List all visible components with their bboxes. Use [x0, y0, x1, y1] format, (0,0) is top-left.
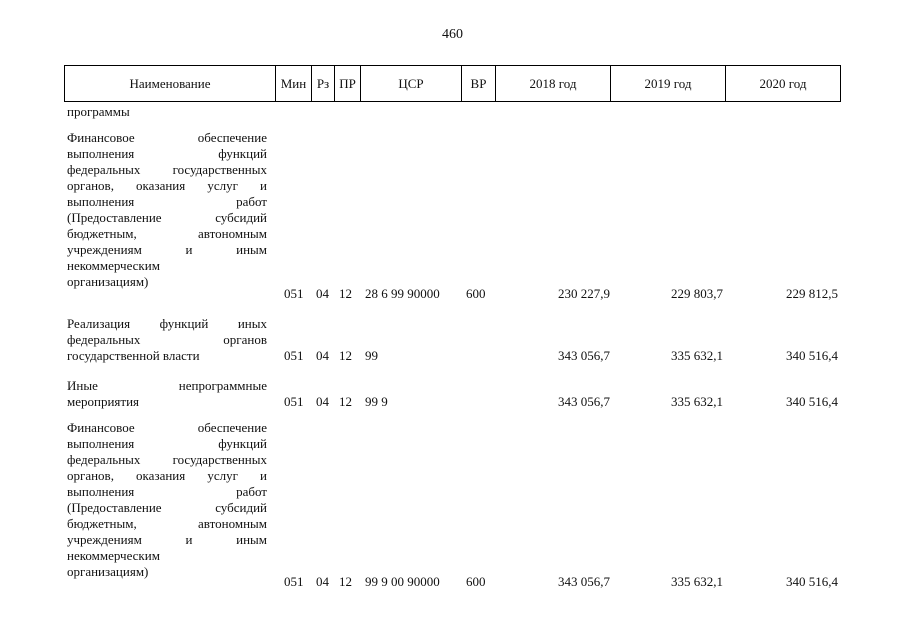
name-line: выполнения функций — [67, 436, 267, 451]
cell-pr: 12 — [339, 348, 352, 363]
cell-min: 051 — [284, 348, 304, 363]
header-2019: 2019 год — [611, 66, 726, 101]
name-line: федеральных государственных — [67, 452, 267, 467]
cell-2019: 335 632,1 — [671, 574, 723, 589]
row-name — [67, 316, 267, 364]
name-line: выполнения работ — [67, 484, 267, 499]
name-line: некоммерческим — [67, 548, 160, 563]
name-line: Реализация функций иных — [67, 316, 267, 331]
header-csr: ЦСР — [361, 66, 462, 101]
cell-rz: 04 — [316, 348, 329, 363]
header-min: Мин — [276, 66, 312, 101]
name-line: Финансовое обеспечение — [67, 130, 267, 145]
row-name — [67, 378, 267, 410]
row-name — [67, 130, 267, 290]
name-line: некоммерческим — [67, 258, 160, 273]
cell-2020: 340 516,4 — [786, 348, 838, 363]
cell-2019: 335 632,1 — [671, 394, 723, 409]
name-line: бюджетным, автономным — [67, 516, 267, 531]
name-line: организациям) — [67, 274, 149, 289]
row-name — [67, 420, 267, 580]
name-line: учреждениям и иным — [67, 532, 267, 547]
continuation-text: программы — [67, 104, 130, 119]
cell-2018: 343 056,7 — [558, 348, 610, 363]
cell-2019: 335 632,1 — [671, 348, 723, 363]
name-line: органов, оказания услуг и — [67, 468, 267, 483]
header-2020: 2020 год — [759, 76, 807, 91]
cell-csr: 99 — [365, 348, 378, 363]
name-line: (Предоставление субсидий — [67, 500, 267, 515]
name-line: выполнения работ — [67, 194, 267, 209]
name-line: бюджетным, автономным — [67, 226, 267, 241]
cell-csr: 28 6 99 90000 — [365, 286, 440, 301]
cell-min: 051 — [284, 394, 304, 409]
cell-pr: 12 — [339, 394, 352, 409]
name-line: мероприятия — [67, 394, 140, 409]
header-name: Наименование — [65, 66, 276, 101]
name-line: федеральных органов — [67, 332, 267, 347]
cell-rz: 04 — [316, 286, 329, 301]
name-line: (Предоставление субсидий — [67, 210, 267, 225]
page-number: 460 — [442, 27, 463, 42]
name-line: Финансовое обеспечение — [67, 420, 267, 435]
name-line: организациям) — [67, 564, 149, 579]
table-header — [64, 65, 841, 102]
cell-min: 051 — [284, 286, 304, 301]
cell-csr: 99 9 00 90000 — [365, 574, 440, 589]
cell-vr: 600 — [466, 286, 486, 301]
cell-2020: 340 516,4 — [786, 394, 838, 409]
name-line: федеральных государственных — [67, 162, 267, 177]
name-line: государственной власти — [67, 348, 200, 363]
name-line: органов, оказания услуг и — [67, 178, 267, 193]
name-line: учреждениям и иным — [67, 242, 267, 257]
header-2018: 2018 год — [496, 66, 611, 101]
cell-pr: 12 — [339, 286, 352, 301]
cell-rz: 04 — [316, 574, 329, 589]
cell-2020: 340 516,4 — [786, 574, 838, 589]
cell-2018: 230 227,9 — [558, 286, 610, 301]
cell-vr: 600 — [466, 574, 486, 589]
cell-pr: 12 — [339, 574, 352, 589]
cell-rz: 04 — [316, 394, 329, 409]
cell-2019: 229 803,7 — [671, 286, 723, 301]
cell-2020: 229 812,5 — [786, 286, 838, 301]
cell-2018: 343 056,7 — [558, 394, 610, 409]
cell-csr: 99 9 — [365, 394, 388, 409]
name-line: выполнения функций — [67, 146, 267, 161]
header-vr: ВР — [462, 66, 496, 101]
cell-2018: 343 056,7 — [558, 574, 610, 589]
header-pr: ПР — [335, 66, 361, 101]
name-line: Иные непрограммные — [67, 378, 267, 393]
header-rz: Рз — [312, 66, 335, 101]
cell-min: 051 — [284, 574, 304, 589]
